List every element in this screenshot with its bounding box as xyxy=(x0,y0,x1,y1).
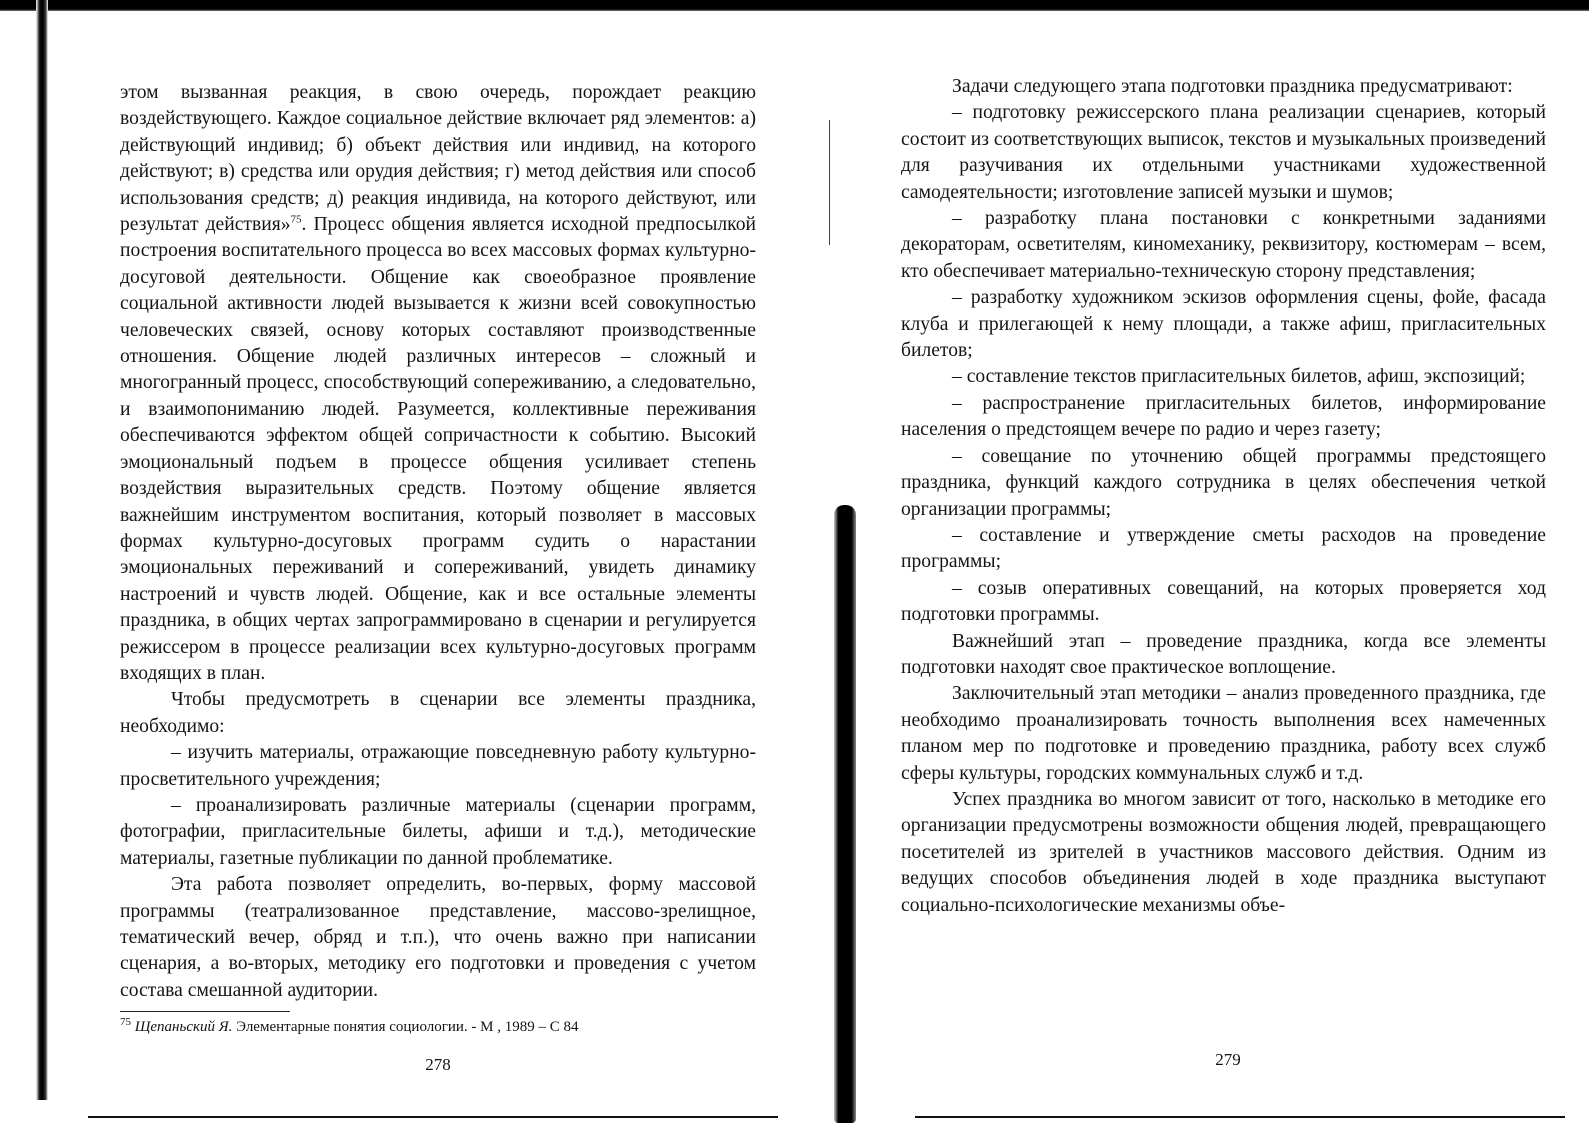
paragraph-text: – разработку плана постановки с конкретными заданиями декораторам, осветителям, киномеханику, реквизитору, костюмерам – всем, кто обеспечивает материально-техническую сторону представления; xyxy=(901,208,1546,282)
paragraph xyxy=(901,100,1546,206)
paragraph xyxy=(901,629,1546,682)
left-page-bottom-edge xyxy=(88,1116,778,1118)
right-page-body xyxy=(901,74,1546,919)
paragraph xyxy=(901,444,1546,523)
paragraph-text: этом вызванная реакция, в свою очередь, порождает реакцию воздействующего. Каждое социальное действие включает ряд элементов: а) действующий индивид; б) объект действия или индивид, на которого действуют; в) средства или орудия действия; г) метод действия или способ использования средств; д) реакция индивида, на которого действуют, или результат действия» xyxy=(120,82,756,236)
scan-left-edge xyxy=(36,0,48,1100)
paragraph-text: – изучить материалы, отражающие повседневную работу культурно-просветительного учреждения; xyxy=(120,742,756,790)
paragraph xyxy=(901,285,1546,364)
paragraph-text: – совещание по уточнению общей программы предстоящего праздника, функций каждого сотрудника в целях обеспечения четкой организации программы; xyxy=(901,445,1546,520)
right-page xyxy=(901,74,1546,919)
paragraph-text: – составление и утверждение сметы расходов на проведение программы; xyxy=(901,524,1546,573)
paragraph-text: – подготовку режиссерского плана реализации сценариев, который состоит из соответствующих выписок, текстов и музыкальных произведений для разучивания их отдельными участниками художественной самодеятельности; изготовление записей музыки и шумов; xyxy=(901,102,1546,203)
paragraph xyxy=(120,687,756,740)
paragraph-text: Важнейший этап – проведение праздника, когда все элементы подготовки находят свое практическое воплощение. xyxy=(901,630,1546,678)
book-gutter-shadow xyxy=(834,505,856,1123)
footnote-separator xyxy=(120,1011,290,1012)
scan-top-edge xyxy=(0,0,1589,11)
paragraph-text: – созыв оперативных совещаний, на которых проверяется ход подготовки программы. xyxy=(901,577,1546,626)
gutter-line xyxy=(829,120,830,245)
paragraph xyxy=(901,681,1546,787)
paragraph-text: – составление текстов пригласительных билетов, афиш, экспозиций; xyxy=(952,366,1526,388)
left-page-number: 278 xyxy=(425,1055,451,1074)
footnote-number: 75 xyxy=(120,1016,131,1029)
paragraph-text: Эта работа позволяет определить, во-первых, форму массовой программы (театрализованное представление, массово-зрелищное, тематический вечер, обряд и т.п.), что очень важно при написании сценария, а во-вторых, методику его подготовки и проведения с учетом состава смешанной аудитории. xyxy=(120,874,756,1001)
paragraph xyxy=(120,740,756,793)
footnote xyxy=(120,1017,756,1037)
right-page-bottom-edge xyxy=(915,1116,1565,1118)
paragraph xyxy=(901,391,1546,444)
paragraph xyxy=(120,80,756,687)
paragraph-text: – разработку художником эскизов оформления сцены, фойе, фасада клуба и прилегающей к нему площади, а также афиш, пригласительных билетов; xyxy=(901,287,1546,362)
paragraph xyxy=(901,206,1546,285)
paragraph xyxy=(120,872,756,1004)
footnote-reference: 75 xyxy=(290,213,302,226)
paragraph-text: Задачи следующего этапа подготовки праздника предусматривают: xyxy=(952,76,1513,97)
paragraph xyxy=(901,787,1546,919)
paragraph-text-continued: . Процесс общения является исходной предпосылкой построения воспитательного процесса во всех массовых формах культурно-досуговой деятельности. Общение как своеобразное проявление социальной активности людей вызывается к жизни всей совокупностью человеческих связей, основу которых составляют производственные отношения. Общение людей различных интересов – сложный и многогранный процесс, способствующий сопереживанию, а следовательно, и взаимопониманию людей. Разумеется, коллективные переживания обеспечиваются эффектом общей сопричастности к событию. Высокий эмоциональный подъем в процессе общения усиливает степень воздействия выразительных средств. Поэтому общение является важнейшим инструментом воспитания, который позволяет в массовых формах культурно-досуговых программ судить о нарастании эмоциональных переживаний и сопереживаний, увидеть динамику настроений и чувств людей. Общение, как и все остальные элементы праздника, в общих чертах запрограммировано в сценарии и регулируется режиссером в процессе реализации всех культурно-досуговых программ входящих в план. xyxy=(120,214,757,684)
paragraph xyxy=(901,74,1546,100)
paragraph xyxy=(120,793,756,872)
paragraph xyxy=(901,523,1546,576)
right-page-number: 279 xyxy=(1215,1050,1241,1069)
paragraph-text: Заключительный этап методики – анализ проведенного праздника, где необходимо проанализировать точность выполнения всех намеченных планом мер по подготовке и проведению праздника, работу всех служб сферы культуры, городских коммунальных служб и т.д. xyxy=(901,683,1546,784)
paragraph-text: Чтобы предусмотреть в сценарии все элементы праздника, необходимо: xyxy=(120,689,756,737)
footnote-author: Щепаньский Я. xyxy=(134,1019,233,1036)
footnote-text: Элементарные понятия социологии. - М , 1989 – С 84 xyxy=(232,1019,579,1036)
paragraph xyxy=(901,576,1546,629)
paragraph xyxy=(901,364,1546,390)
paragraph-text: – проанализировать различные материалы (сценарии программ, фотографии, пригласительные билеты, афиши и т.д.), методические материалы, газетные публикации по данной проблематике. xyxy=(120,794,756,869)
paragraph-text: – распространение пригласительных билетов, информирование населения о предстоящем вечере по радио и через газету; xyxy=(901,392,1546,441)
left-page-body xyxy=(120,80,756,1004)
left-page xyxy=(120,80,756,1037)
paragraph-text: Успех праздника во многом зависит от того, насколько в методике его организации предусмотрены возможности общения людей, превращающего посетителей из зрителей в участников массового действия. Одним из ведущих способов объединения людей в ходе праздника выступают социально-психологические механизмы объе- xyxy=(901,788,1546,916)
